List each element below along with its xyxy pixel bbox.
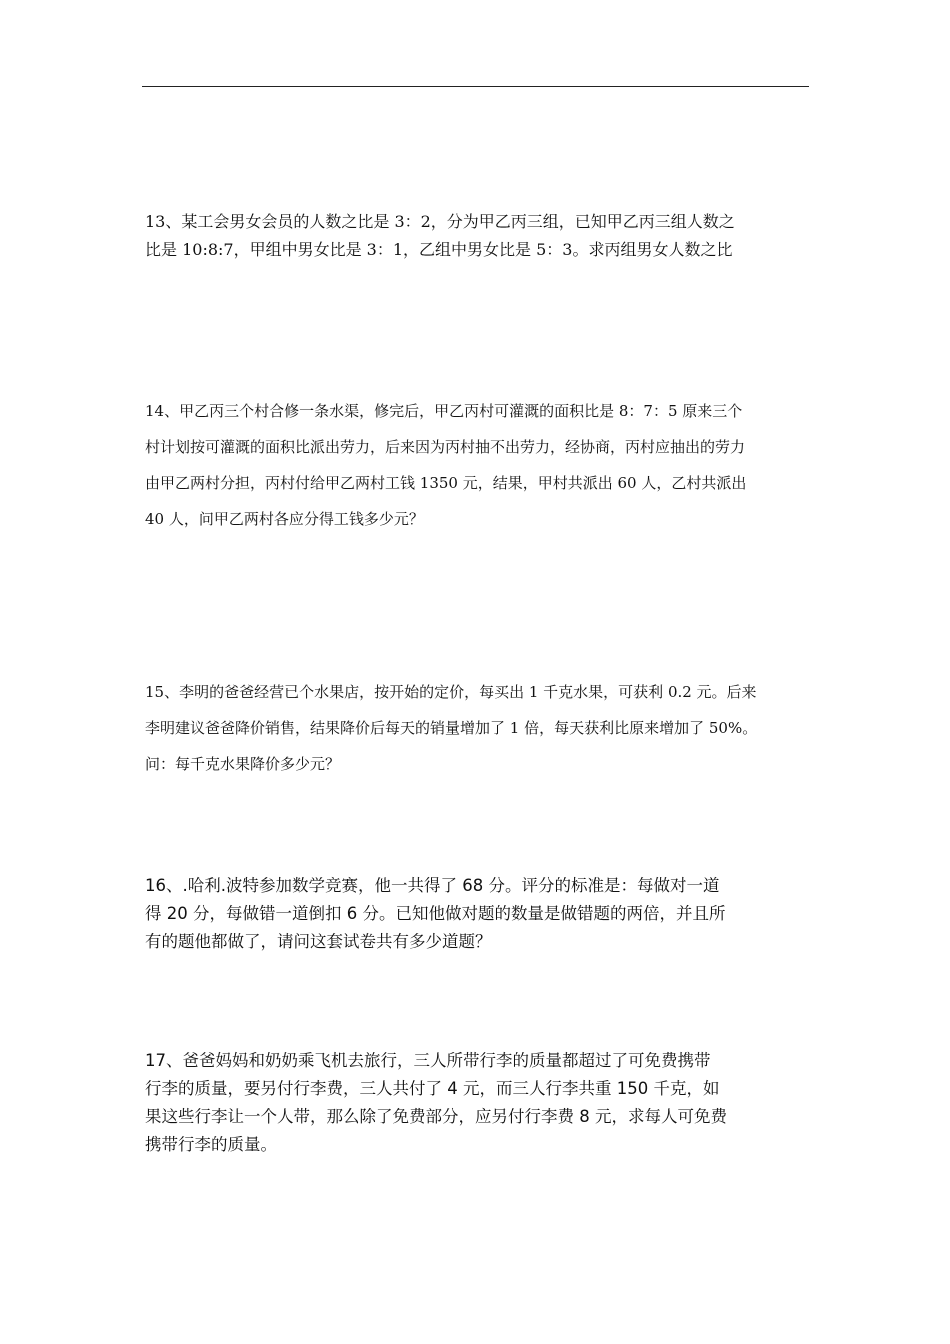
problem-17: 17、爸爸妈妈和奶奶乘飞机去旅行，三人所带行李的质量都超过了可免费携带 行李的质量，要另付行李费，三人共付了 4 元，而三人行李共重 150 千克，如 果这些行李让一个人带，那么除了免费部分，应另付行李费 8 元，求每人可免费 携带行李的质量。 — [145, 1051, 727, 1154]
problem-13: 13、某工会男女会员的人数之比是 3：2，分为甲乙丙三组，已知甲乙丙三组人数之 比是 10:8:7，甲组中男女比是 3：1，乙组中男女比是 5：3。求丙组男女人数之比 — [145, 212, 735, 259]
problem-14: 14、甲乙丙三个村合修一条水渠，修完后，甲乙丙村可灌溉的面积比是 8：7：5 原来三个 村计划按可灌溉的面积比派出劳力，后来因为丙村抽不出劳力，经协商，丙村应抽出的劳力 由甲乙两村分担，丙村付给甲乙两村工钱 1350 元，结果，甲村共派出 60 人，乙村共派出 40 人，问甲乙两村各应分得工钱多少元？ — [145, 402, 747, 528]
header-rule — [142, 86, 809, 87]
problem-15: 15、李明的爸爸经营已个水果店，按开始的定价，每买出 1 千克水果，可获利 0.2 元。后来 李明建议爸爸降价销售，结果降价后每天的销量增加了 1 倍，每天获利比原来增加了 50%。 问：每千克水果降价多少元？ — [145, 683, 758, 773]
problem-16: 16、.哈利.波特参加数学竞赛，他一共得了 68 分。评分的标准是：每做对一道 得 20 分，每做错一道倒扣 6 分。已知他做对题的数量是做错题的两倍，并且所 有的题他都做了，请问这套试卷共有多少道题？ — [145, 876, 726, 951]
